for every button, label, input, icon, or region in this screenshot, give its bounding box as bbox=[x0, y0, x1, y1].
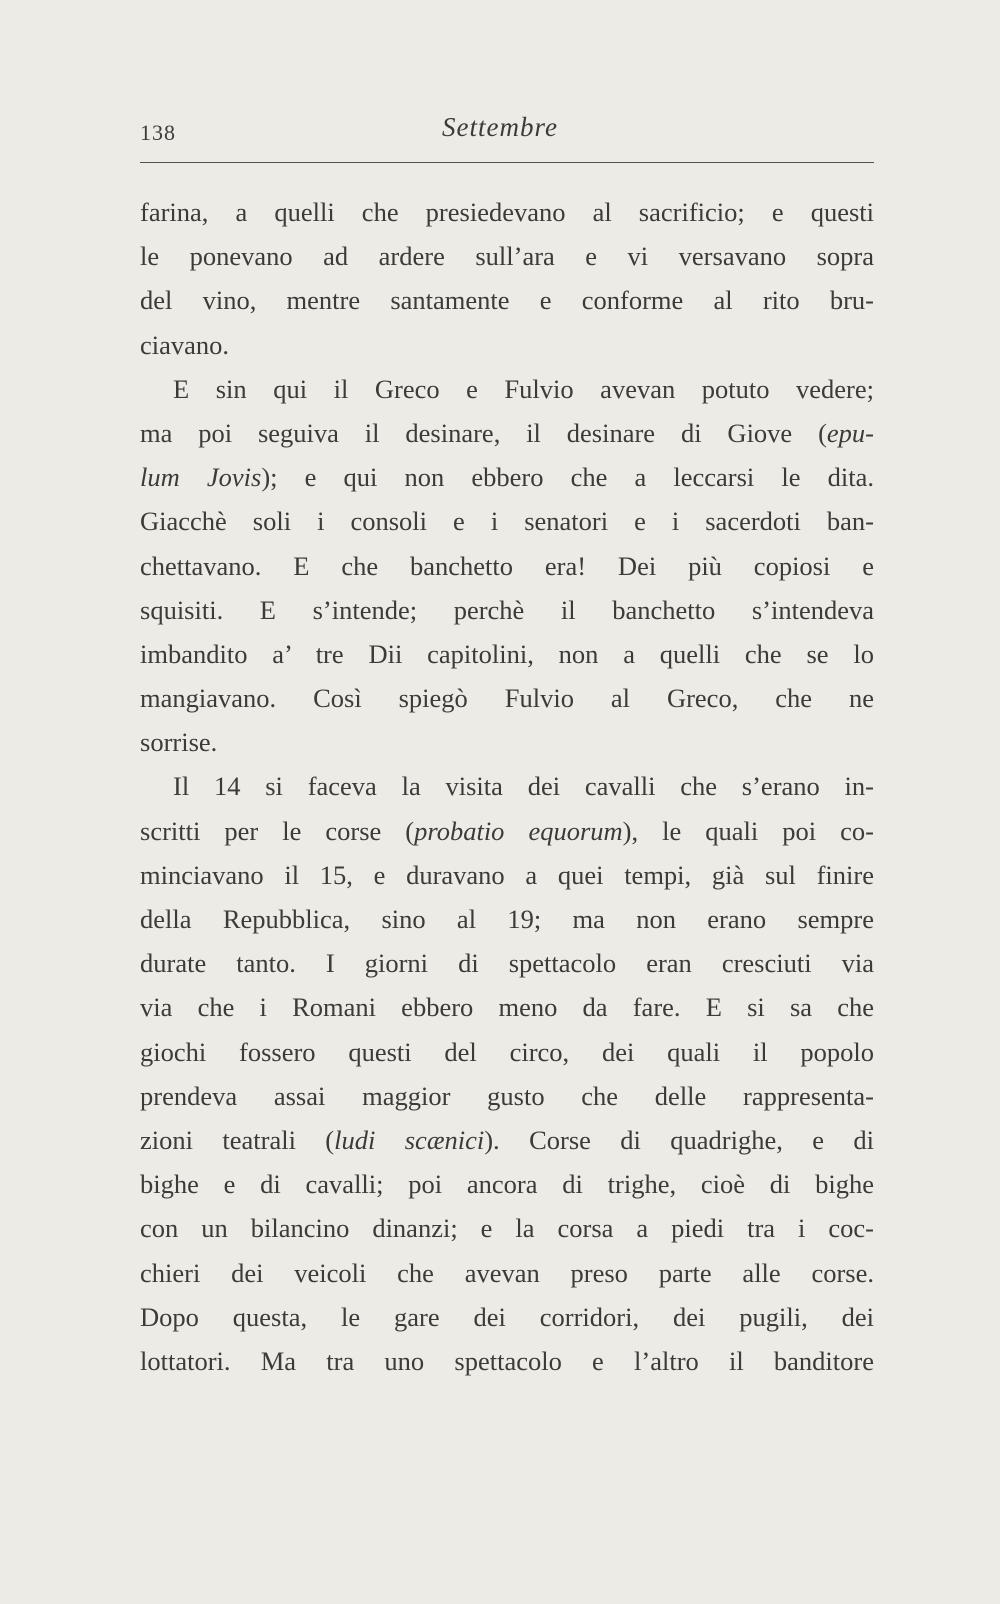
page-number: 138 bbox=[140, 120, 176, 145]
text-line bbox=[140, 411, 874, 455]
text-segment: ), le quali poi co- bbox=[622, 815, 875, 846]
text-segment: durate tanto. I giorni di spettacolo eran cresciuti via bbox=[140, 948, 874, 979]
text-segment: Il 14 si faceva la visita dei cavalli che s’erano in- bbox=[173, 771, 874, 802]
text-segment: squisiti. E s’intende; perchè il banchetto s’intendeva bbox=[140, 594, 874, 625]
text-line bbox=[140, 676, 874, 720]
text-line bbox=[140, 499, 874, 543]
text-segment: zioni teatrali ( bbox=[140, 1124, 335, 1155]
text-line bbox=[140, 853, 874, 897]
text-segment: ciavano. bbox=[140, 329, 230, 360]
text-line bbox=[140, 1118, 874, 1162]
text-segment: con un bilancino dinanzi; e la corsa a piedi tra i coc- bbox=[140, 1213, 874, 1244]
text-segment: ). Corse di quadrighe, e di bbox=[484, 1124, 874, 1155]
text-segment: Dopo questa, le gare dei corridori, dei pugili, dei bbox=[140, 1301, 874, 1332]
text-line bbox=[140, 1295, 874, 1339]
text-line bbox=[140, 323, 874, 367]
text-segment: bighe e di cavalli; poi ancora di trighe, cioè di bighe bbox=[140, 1169, 874, 1200]
italic-text: lum Jovis bbox=[140, 462, 262, 493]
text-line bbox=[140, 632, 874, 676]
text-segment: mangiavano. Così spiegò Fulvio al Greco, che ne bbox=[140, 683, 874, 714]
text-segment: minciavano il 15, e duravano a quei tempi, già sul finire bbox=[140, 859, 874, 890]
text-line bbox=[140, 455, 874, 499]
text-line bbox=[140, 1206, 874, 1250]
text-line bbox=[140, 720, 874, 764]
text-line bbox=[140, 544, 874, 588]
text-line bbox=[140, 588, 874, 632]
text-segment: imbandito a’ tre Dii capitolini, non a quelli che se lo bbox=[140, 638, 874, 669]
italic-text: ludi scænici bbox=[334, 1124, 485, 1155]
text-line bbox=[140, 1339, 874, 1383]
text-line bbox=[140, 941, 874, 985]
text-segment: ); e qui non ebbero che a leccarsi le dita. bbox=[261, 462, 875, 493]
text-segment: lottatori. Ma tra uno spettacolo e l’altro il banditore bbox=[140, 1345, 874, 1376]
text-segment: E sin qui il Greco e Fulvio avevan potuto vedere; bbox=[173, 373, 874, 404]
text-line bbox=[140, 278, 874, 322]
body-text bbox=[140, 190, 874, 1383]
italic-text: probatio equorum bbox=[414, 815, 623, 846]
text-line bbox=[140, 367, 874, 411]
text-segment: chettavano. E che banchetto era! Dei più copiosi e bbox=[140, 550, 874, 581]
text-line bbox=[140, 1074, 874, 1118]
text-line bbox=[140, 985, 874, 1029]
running-title: Settembre bbox=[442, 112, 558, 142]
text-segment: giochi fossero questi del circo, dei quali il popolo bbox=[140, 1036, 874, 1067]
text-segment: sorrise. bbox=[140, 727, 218, 758]
text-segment: chieri dei veicoli che avevan preso parte alle corse. bbox=[140, 1257, 874, 1288]
text-segment: del vino, mentre santamente e conforme al rito bru- bbox=[140, 285, 874, 316]
text-segment: della Repubblica, sino al 19; ma non erano sempre bbox=[140, 904, 874, 934]
text-line bbox=[140, 1030, 874, 1074]
text-segment: scritti per le corse ( bbox=[140, 815, 415, 846]
italic-text: epu- bbox=[826, 417, 874, 448]
text-segment: via che i Romani ebbero meno da fare. E si sa che bbox=[140, 992, 874, 1023]
text-line bbox=[140, 764, 874, 808]
text-line bbox=[140, 1251, 874, 1295]
text-line bbox=[140, 234, 874, 278]
text-segment: ma poi seguiva il desinare, il desinare di Giove ( bbox=[140, 417, 827, 448]
text-segment: le ponevano ad ardere sull’ara e vi versavano sopra bbox=[140, 241, 874, 272]
text-segment: farina, a quelli che presiedevano al sacrificio; e questi bbox=[140, 197, 874, 227]
text-line bbox=[140, 1162, 874, 1206]
text-line bbox=[140, 190, 874, 234]
text-line bbox=[140, 897, 874, 941]
text-segment: Giacchè soli i consoli e i senatori e i sacerdoti ban- bbox=[140, 506, 874, 537]
text-segment: prendeva assai maggior gusto che delle rappresenta- bbox=[140, 1080, 874, 1111]
text-line bbox=[140, 809, 874, 853]
header-rule bbox=[140, 162, 874, 163]
